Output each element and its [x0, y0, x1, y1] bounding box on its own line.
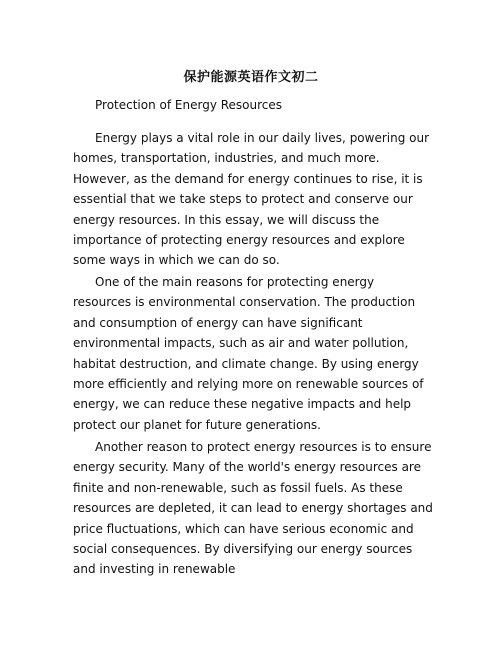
document-subtitle: Protection of Energy Resources — [95, 98, 283, 112]
paragraph-3: Another reason to protect energy resources is to ensure energy security. Many of the world's energy resources are finite and non-renewable, such as fossil fuels. As these resources are depleted, it can lead to energy shortages and price fluctuations, which can have serious economic and social consequences. By diversifying our energy sources and investing in renewable — [73, 440, 433, 577]
paragraph-1: Energy plays a vital role in our daily lives, powering our homes, transportation, industries, and much more. However, as the demand for energy continues to rise, it is essential that we take steps to protect and conserve our energy resources. In this essay, we will discuss the importance of protecting energy resources and explore some ways in which we can do so. — [73, 131, 430, 268]
paragraph-2: One of the main reasons for protecting energy resources is environmental conservation. The production and consumption of energy can have significant environmental impacts, such as air and water pollution, habitat destruction, and climate change. By using energy more efficiently and relying more on renewable sources of energy, we can reduce these negative impacts and help protect our planet for future generations. — [73, 275, 424, 432]
document-title: 保护能源英语作文初二 — [183, 70, 319, 85]
